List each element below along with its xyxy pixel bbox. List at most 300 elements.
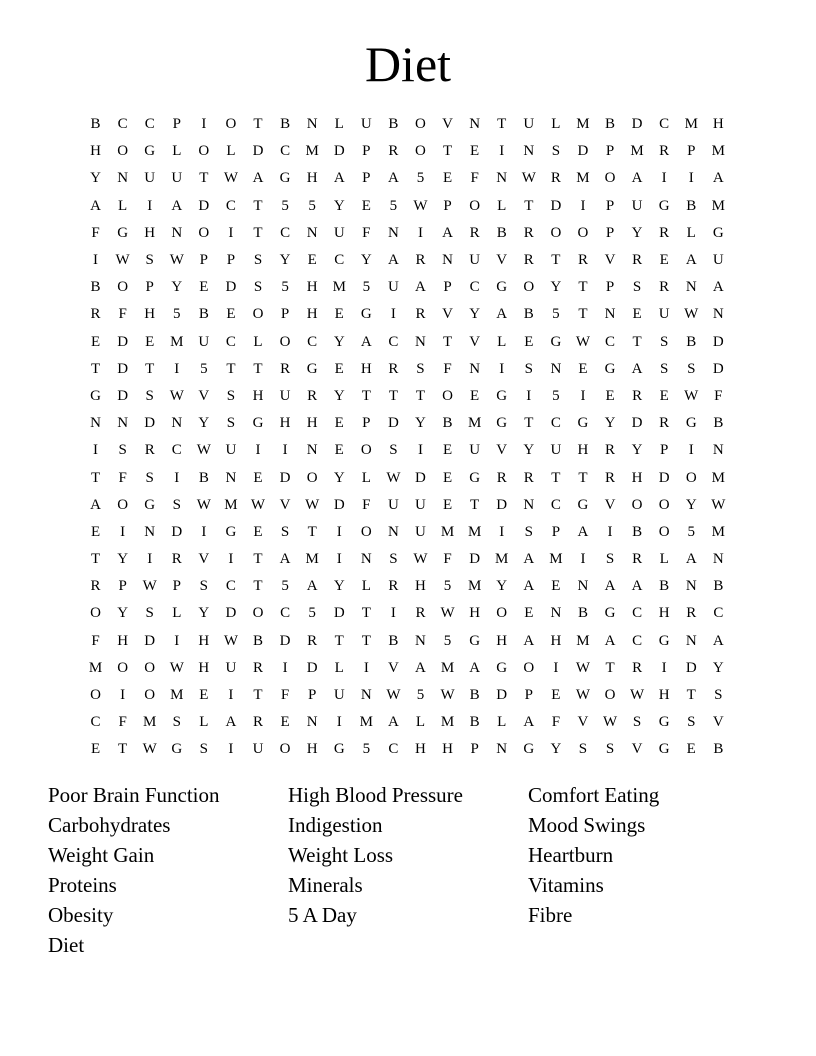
grid-letter[interactable]: R	[550, 170, 561, 187]
grid-letter[interactable]: N	[360, 687, 372, 704]
grid-letter[interactable]: H	[712, 116, 724, 133]
grid-letter[interactable]: E	[524, 333, 534, 350]
grid-letter[interactable]: A	[577, 523, 589, 540]
grid-letter[interactable]: D	[333, 605, 345, 622]
grid-letter[interactable]: T	[90, 469, 101, 486]
grid-letter[interactable]: P	[362, 143, 371, 160]
grid-letter[interactable]: U	[658, 306, 670, 323]
grid-letter[interactable]: Y	[415, 415, 426, 432]
grid-letter[interactable]: I	[390, 306, 396, 323]
grid-letter[interactable]: N	[577, 578, 589, 595]
grid-letter[interactable]: B	[713, 415, 724, 432]
grid-letter[interactable]: V	[712, 714, 724, 731]
grid-letter[interactable]: S	[280, 523, 290, 540]
grid-letter[interactable]: E	[361, 197, 371, 214]
grid-letter[interactable]: E	[442, 469, 453, 486]
grid-letter[interactable]: I	[228, 687, 234, 704]
grid-letter[interactable]: D	[685, 659, 697, 676]
grid-letter[interactable]: L	[199, 714, 209, 731]
grid-letter[interactable]: E	[442, 442, 453, 459]
grid-letter[interactable]: P	[443, 197, 452, 214]
grid-letter[interactable]: G	[360, 306, 372, 323]
grid-letter[interactable]: M	[440, 523, 455, 540]
grid-letter[interactable]: G	[144, 496, 156, 513]
grid-letter[interactable]: B	[253, 632, 264, 649]
grid-letter[interactable]: G	[604, 605, 616, 622]
grid-letter[interactable]: C	[713, 605, 724, 622]
grid-letter[interactable]: N	[712, 551, 724, 568]
grid-letter[interactable]: G	[550, 333, 562, 350]
grid-letter[interactable]: H	[442, 741, 453, 758]
grid-letter[interactable]: U	[144, 170, 156, 187]
grid-letter[interactable]: A	[685, 551, 697, 568]
grid-letter[interactable]: D	[387, 415, 399, 432]
grid-letter[interactable]: M	[576, 116, 590, 133]
grid-letter[interactable]: W	[305, 496, 320, 513]
grid-letter[interactable]: E	[280, 714, 290, 731]
grid-letter[interactable]: D	[712, 333, 724, 350]
grid-letter[interactable]: Y	[279, 252, 291, 269]
grid-letter[interactable]: N	[306, 116, 318, 133]
grid-letter[interactable]: W	[142, 578, 157, 595]
grid-letter[interactable]: Y	[171, 279, 183, 296]
grid-letter[interactable]: H	[144, 306, 156, 323]
grid-letter[interactable]: C	[659, 116, 670, 133]
grid-letter[interactable]: 5	[308, 197, 316, 214]
grid-letter[interactable]: D	[631, 116, 643, 133]
grid-letter[interactable]: N	[306, 714, 318, 731]
grid-letter[interactable]: R	[307, 387, 318, 404]
grid-letter[interactable]: T	[253, 578, 263, 595]
grid-letter[interactable]: N	[685, 279, 697, 296]
grid-letter[interactable]: P	[470, 741, 479, 758]
grid-letter[interactable]: T	[442, 143, 453, 160]
grid-letter[interactable]: W	[223, 632, 239, 649]
grid-letter[interactable]: L	[497, 714, 507, 731]
grid-letter[interactable]: S	[199, 578, 209, 595]
grid-letter[interactable]: W	[413, 551, 428, 568]
grid-letter[interactable]: N	[144, 523, 156, 540]
grid-letter[interactable]: T	[118, 741, 128, 758]
grid-letter[interactable]: R	[659, 224, 670, 241]
grid-letter[interactable]: G	[658, 632, 670, 649]
grid-letter[interactable]: R	[388, 578, 399, 595]
grid-letter[interactable]: R	[686, 605, 697, 622]
grid-letter[interactable]: B	[198, 306, 209, 323]
grid-letter[interactable]: Y	[333, 333, 345, 350]
grid-letter[interactable]: R	[496, 469, 507, 486]
grid-letter[interactable]: H	[550, 632, 562, 649]
grid-letter[interactable]: T	[145, 360, 155, 377]
grid-letter[interactable]: T	[253, 197, 263, 214]
grid-letter[interactable]: R	[659, 279, 670, 296]
grid-letter[interactable]: V	[604, 496, 616, 513]
grid-letter[interactable]: D	[225, 605, 237, 622]
grid-letter[interactable]: D	[171, 523, 183, 540]
grid-letter[interactable]: F	[443, 360, 452, 377]
grid-letter[interactable]: N	[306, 442, 318, 459]
grid-letter[interactable]: O	[658, 523, 670, 540]
grid-letter[interactable]: B	[442, 415, 453, 432]
grid-letter[interactable]: N	[387, 523, 399, 540]
grid-letter[interactable]: B	[469, 714, 480, 731]
grid-letter[interactable]: C	[225, 578, 236, 595]
grid-letter[interactable]: Y	[712, 659, 724, 676]
grid-letter[interactable]: P	[199, 252, 209, 269]
grid-letter[interactable]: H	[415, 741, 426, 758]
grid-letter[interactable]: C	[605, 333, 616, 350]
grid-letter[interactable]: M	[711, 523, 725, 540]
grid-letter[interactable]: H	[306, 741, 318, 758]
grid-letter[interactable]: T	[307, 523, 317, 540]
grid-letter[interactable]: I	[120, 523, 126, 540]
grid-letter[interactable]: I	[417, 442, 423, 459]
grid-letter[interactable]: R	[90, 306, 101, 323]
grid-letter[interactable]: I	[93, 442, 99, 459]
grid-letter[interactable]: G	[171, 741, 183, 758]
grid-letter[interactable]: I	[228, 741, 234, 758]
grid-letter[interactable]: D	[279, 469, 291, 486]
grid-letter[interactable]: G	[469, 632, 481, 649]
grid-letter[interactable]: R	[253, 714, 264, 731]
grid-letter[interactable]: C	[280, 224, 291, 241]
grid-letter[interactable]: S	[199, 741, 209, 758]
grid-letter[interactable]: I	[228, 551, 234, 568]
grid-letter[interactable]: E	[686, 741, 696, 758]
grid-letter[interactable]: U	[523, 116, 535, 133]
grid-letter[interactable]: S	[145, 469, 154, 486]
grid-letter[interactable]: H	[306, 415, 318, 432]
grid-letter[interactable]: L	[334, 116, 344, 133]
grid-letter[interactable]: W	[196, 442, 211, 459]
grid-letter[interactable]: E	[659, 252, 669, 269]
grid-letter[interactable]: T	[253, 551, 263, 568]
grid-letter[interactable]: O	[279, 333, 291, 350]
grid-letter[interactable]: T	[90, 360, 101, 377]
grid-letter[interactable]: N	[469, 360, 481, 377]
grid-letter[interactable]: P	[605, 279, 615, 296]
grid-letter[interactable]: O	[550, 224, 562, 241]
grid-letter[interactable]: U	[279, 387, 291, 404]
grid-letter[interactable]: F	[470, 170, 479, 187]
grid-letter[interactable]: F	[362, 224, 371, 241]
grid-letter[interactable]: D	[252, 143, 264, 160]
grid-letter[interactable]: F	[714, 387, 723, 404]
grid-letter[interactable]: I	[688, 170, 694, 187]
grid-letter[interactable]: H	[658, 687, 670, 704]
grid-letter[interactable]: S	[172, 496, 181, 513]
grid-letter[interactable]: S	[118, 442, 127, 459]
grid-letter[interactable]: L	[361, 469, 371, 486]
grid-letter[interactable]: M	[170, 333, 184, 350]
grid-letter[interactable]: R	[253, 659, 264, 676]
grid-letter[interactable]: T	[470, 496, 480, 513]
grid-letter[interactable]: U	[333, 687, 345, 704]
grid-letter[interactable]: G	[658, 741, 670, 758]
grid-letter[interactable]: C	[280, 143, 291, 160]
grid-letter[interactable]: L	[334, 659, 344, 676]
grid-letter[interactable]: Y	[90, 170, 101, 187]
grid-letter[interactable]: P	[280, 306, 290, 323]
grid-letter[interactable]: E	[334, 360, 344, 377]
grid-letter[interactable]: Y	[117, 605, 129, 622]
grid-letter[interactable]: O	[523, 659, 535, 676]
grid-letter[interactable]: D	[279, 632, 291, 649]
grid-letter[interactable]: U	[387, 496, 399, 513]
grid-letter[interactable]: M	[143, 714, 157, 731]
grid-letter[interactable]: P	[605, 143, 615, 160]
grid-letter[interactable]: N	[225, 469, 237, 486]
grid-letter[interactable]: W	[440, 687, 455, 704]
grid-letter[interactable]: D	[306, 659, 318, 676]
grid-letter[interactable]: R	[415, 605, 426, 622]
grid-letter[interactable]: A	[252, 170, 264, 187]
grid-letter[interactable]: N	[523, 143, 535, 160]
grid-letter[interactable]: R	[280, 360, 291, 377]
grid-letter[interactable]: P	[118, 578, 127, 595]
grid-letter[interactable]: H	[496, 632, 508, 649]
grid-letter[interactable]: S	[253, 252, 263, 269]
grid-letter[interactable]: E	[442, 170, 453, 187]
grid-letter[interactable]: Y	[550, 741, 562, 758]
grid-letter[interactable]: O	[117, 279, 129, 296]
grid-letter[interactable]: S	[524, 360, 533, 377]
grid-letter[interactable]: H	[306, 170, 318, 187]
grid-letter[interactable]: R	[605, 469, 616, 486]
grid-letter[interactable]: G	[117, 224, 129, 241]
grid-letter[interactable]: E	[145, 333, 155, 350]
grid-letter[interactable]: E	[199, 279, 209, 296]
grid-letter[interactable]: W	[684, 387, 699, 404]
grid-letter[interactable]: V	[577, 714, 589, 731]
grid-letter[interactable]: R	[90, 578, 101, 595]
grid-letter[interactable]: W	[521, 170, 536, 187]
grid-letter[interactable]: G	[496, 659, 508, 676]
grid-letter[interactable]: O	[90, 687, 101, 704]
grid-letter[interactable]: M	[576, 170, 590, 187]
grid-letter[interactable]: P	[443, 279, 452, 296]
grid-letter[interactable]: N	[523, 496, 535, 513]
grid-letter[interactable]: O	[523, 279, 535, 296]
grid-letter[interactable]: W	[250, 496, 266, 513]
grid-letter[interactable]: I	[661, 659, 667, 676]
grid-letter[interactable]: L	[172, 605, 182, 622]
grid-letter[interactable]: E	[632, 306, 642, 323]
grid-letter[interactable]: M	[332, 279, 346, 296]
grid-letter[interactable]: E	[470, 143, 480, 160]
grid-letter[interactable]: S	[172, 714, 181, 731]
grid-letter[interactable]: P	[605, 224, 615, 241]
grid-letter[interactable]: C	[550, 415, 561, 432]
grid-letter[interactable]: O	[117, 659, 129, 676]
grid-letter[interactable]: N	[387, 224, 399, 241]
grid-letter[interactable]: M	[440, 714, 455, 731]
grid-letter[interactable]: R	[388, 143, 399, 160]
grid-letter[interactable]: G	[604, 360, 616, 377]
grid-letter[interactable]: N	[171, 415, 183, 432]
grid-letter[interactable]: H	[198, 659, 210, 676]
grid-letter[interactable]: Y	[333, 469, 345, 486]
grid-letter[interactable]: O	[252, 306, 264, 323]
grid-letter[interactable]: T	[388, 387, 398, 404]
grid-letter[interactable]: A	[523, 578, 535, 595]
grid-letter[interactable]: O	[604, 170, 616, 187]
grid-letter[interactable]: Y	[550, 279, 562, 296]
grid-letter[interactable]: N	[550, 605, 562, 622]
grid-letter[interactable]: A	[415, 279, 426, 296]
grid-letter[interactable]: I	[363, 659, 369, 676]
grid-letter[interactable]: G	[252, 415, 264, 432]
grid-letter[interactable]: V	[604, 252, 616, 269]
grid-letter[interactable]: R	[415, 306, 426, 323]
grid-letter[interactable]: L	[415, 714, 426, 731]
grid-letter[interactable]: H	[631, 469, 643, 486]
grid-letter[interactable]: S	[551, 143, 561, 160]
grid-letter[interactable]: O	[198, 224, 210, 241]
grid-letter[interactable]: L	[551, 116, 561, 133]
grid-letter[interactable]: E	[524, 605, 534, 622]
grid-letter[interactable]: A	[387, 170, 399, 187]
grid-letter[interactable]: G	[712, 224, 724, 241]
grid-letter[interactable]: V	[496, 252, 508, 269]
grid-letter[interactable]: T	[253, 360, 263, 377]
grid-letter[interactable]: O	[117, 496, 129, 513]
grid-letter[interactable]: F	[551, 714, 561, 731]
grid-letter[interactable]: R	[144, 442, 155, 459]
grid-letter[interactable]: R	[659, 143, 670, 160]
grid-letter[interactable]: C	[280, 605, 291, 622]
grid-letter[interactable]: 5	[281, 578, 289, 595]
grid-letter[interactable]: O	[144, 659, 156, 676]
grid-letter[interactable]: U	[415, 523, 426, 540]
grid-letter[interactable]: E	[253, 469, 263, 486]
grid-letter[interactable]: M	[440, 659, 455, 676]
grid-letter[interactable]: C	[144, 116, 155, 133]
grid-letter[interactable]: E	[199, 687, 209, 704]
grid-letter[interactable]: Y	[333, 387, 345, 404]
grid-letter[interactable]: E	[90, 333, 101, 350]
grid-letter[interactable]: E	[470, 387, 480, 404]
grid-letter[interactable]: T	[632, 333, 642, 350]
grid-letter[interactable]: P	[605, 197, 615, 214]
grid-letter[interactable]: C	[307, 333, 318, 350]
grid-letter[interactable]: L	[686, 224, 696, 241]
grid-letter[interactable]: D	[712, 360, 724, 377]
grid-letter[interactable]: D	[144, 415, 156, 432]
grid-letter[interactable]: R	[307, 632, 318, 649]
grid-letter[interactable]: G	[306, 360, 318, 377]
grid-letter[interactable]: U	[360, 116, 372, 133]
grid-letter[interactable]: L	[226, 143, 236, 160]
grid-letter[interactable]: B	[605, 116, 616, 133]
grid-letter[interactable]: W	[440, 605, 455, 622]
grid-letter[interactable]: A	[712, 632, 724, 649]
grid-letter[interactable]: M	[711, 197, 725, 214]
grid-letter[interactable]: R	[632, 551, 643, 568]
grid-letter[interactable]: N	[712, 306, 724, 323]
grid-letter[interactable]: T	[253, 224, 263, 241]
grid-letter[interactable]: A	[360, 333, 372, 350]
grid-letter[interactable]: I	[120, 687, 126, 704]
grid-letter[interactable]: I	[282, 659, 288, 676]
grid-letter[interactable]: G	[577, 415, 589, 432]
grid-letter[interactable]: O	[469, 197, 481, 214]
grid-letter[interactable]: S	[389, 442, 398, 459]
grid-letter[interactable]: N	[415, 632, 426, 649]
grid-letter[interactable]: M	[711, 143, 725, 160]
grid-letter[interactable]: B	[686, 333, 697, 350]
grid-letter[interactable]: I	[174, 360, 180, 377]
grid-letter[interactable]: 5	[362, 279, 371, 296]
grid-letter[interactable]: M	[630, 143, 644, 160]
grid-letter[interactable]: A	[496, 306, 508, 323]
grid-letter[interactable]: S	[524, 523, 533, 540]
grid-letter[interactable]: P	[172, 578, 181, 595]
grid-letter[interactable]: N	[550, 360, 562, 377]
grid-letter[interactable]: I	[390, 605, 396, 622]
grid-letter[interactable]: D	[658, 469, 670, 486]
grid-letter[interactable]: G	[685, 415, 697, 432]
grid-letter[interactable]: 5	[389, 197, 398, 214]
grid-letter[interactable]: B	[686, 197, 697, 214]
grid-letter[interactable]: U	[469, 252, 481, 269]
grid-letter[interactable]: F	[118, 306, 127, 323]
grid-letter[interactable]: T	[524, 197, 534, 214]
grid-letter[interactable]: Y	[631, 442, 643, 459]
grid-letter[interactable]: W	[169, 252, 184, 269]
grid-letter[interactable]: S	[145, 252, 154, 269]
grid-letter[interactable]: I	[417, 224, 423, 241]
grid-letter[interactable]: N	[90, 415, 101, 432]
grid-letter[interactable]: N	[496, 741, 508, 758]
grid-letter[interactable]: U	[550, 442, 562, 459]
grid-letter[interactable]: L	[253, 333, 263, 350]
grid-letter[interactable]: G	[279, 170, 291, 187]
grid-letter[interactable]: R	[632, 387, 643, 404]
grid-letter[interactable]: S	[632, 279, 642, 296]
grid-letter[interactable]: T	[524, 415, 534, 432]
grid-letter[interactable]: 5	[687, 523, 695, 540]
grid-letter[interactable]: G	[333, 741, 345, 758]
grid-letter[interactable]: G	[496, 387, 508, 404]
grid-letter[interactable]: E	[90, 741, 101, 758]
grid-letter[interactable]: Y	[333, 197, 345, 214]
grid-letter[interactable]: W	[602, 714, 618, 731]
grid-letter[interactable]: 5	[362, 741, 371, 758]
grid-letter[interactable]: D	[225, 279, 237, 296]
grid-letter[interactable]: R	[659, 415, 670, 432]
grid-letter[interactable]: T	[497, 116, 507, 133]
grid-letter[interactable]: D	[496, 687, 508, 704]
grid-letter[interactable]: M	[684, 116, 698, 133]
grid-letter[interactable]: T	[361, 387, 371, 404]
grid-letter[interactable]: T	[686, 687, 696, 704]
grid-letter[interactable]: B	[90, 116, 101, 133]
grid-letter[interactable]: I	[526, 387, 532, 404]
grid-letter[interactable]: N	[469, 116, 481, 133]
grid-letter[interactable]: A	[90, 197, 101, 214]
grid-letter[interactable]: B	[523, 306, 534, 323]
grid-letter[interactable]: M	[576, 632, 590, 649]
grid-letter[interactable]: M	[88, 659, 103, 676]
grid-letter[interactable]: P	[362, 170, 371, 187]
grid-letter[interactable]: 5	[200, 360, 208, 377]
grid-letter[interactable]: Y	[523, 442, 535, 459]
grid-letter[interactable]: G	[658, 197, 670, 214]
grid-letter[interactable]: A	[225, 714, 237, 731]
grid-letter[interactable]: H	[279, 415, 291, 432]
grid-letter[interactable]: L	[118, 197, 128, 214]
